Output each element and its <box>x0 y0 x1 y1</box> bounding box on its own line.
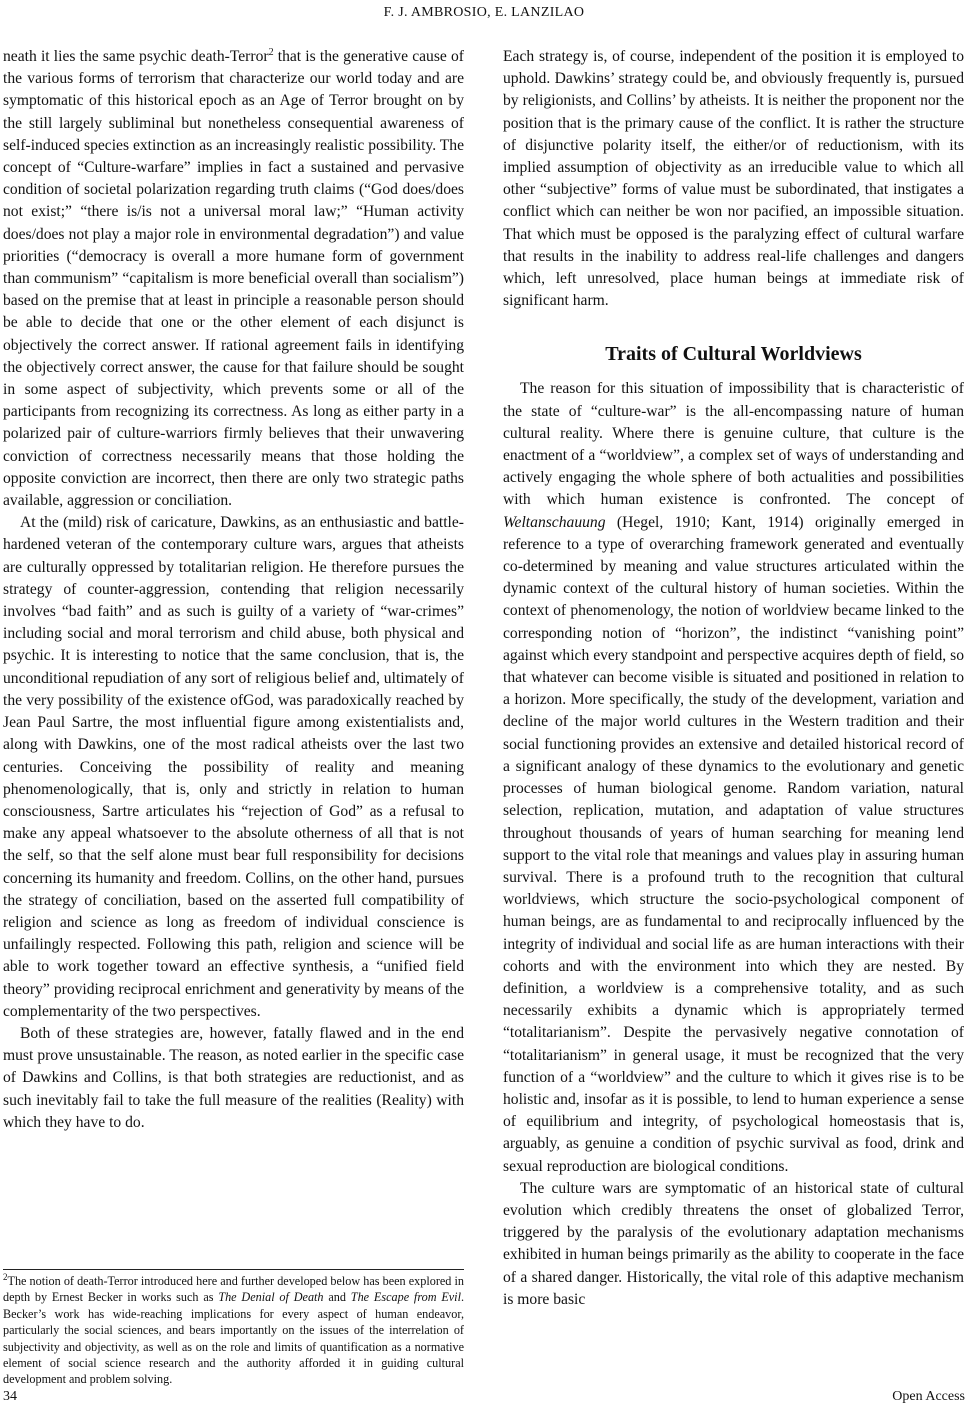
left-column <box>3 46 464 1134</box>
footnote-text: The notion of death-Terror introduced here and further developed below has been explored in depth by Ernest Becker in works such as <box>3 1274 464 1305</box>
section-heading: Traits of Cultural Worldviews <box>605 343 862 366</box>
footnote-reference[interactable]: 2 <box>268 46 274 58</box>
paragraph <box>3 46 464 512</box>
paragraph: The culture wars are symptomatic of an historical state of cultural evolution which credibly threatens the onset of globalized Terror, triggered by the paralysis of the evolutionary adaptation mechanisms exhibited in human beings primarily as the ability to cooperate in the face of a shared danger. Historically, the vital role of this adaptive mechanism is more basic <box>503 1179 964 1308</box>
book-title: The Denial of Death <box>218 1290 324 1305</box>
paragraph: Each strategy is, of course, independent of the position it is employed to uphold. Dawkins’ strategy could be, and obviously frequently is, pursued by religionists, and Collins’ by atheists. It is neither the proponent nor the position that is the primary cause of the conflict. It is rather the structure of disjunctive polarity itself, the either/or of reductionism, with its implied assumption of objectivity as an irreducible value to which all other “subjective” forms of value must be subordinated, that instigates a conflict which can neither be won nor pacified, an impossible situation. That which must be opposed is the paralyzing effect of cultural warfare that results in the inability to address real-life challenges and dangers which, left unresolved, place human beings at immediate risk of significant harm. <box>503 48 964 310</box>
paragraph-text: neath it lies the same psychic death-Terror <box>3 48 269 65</box>
open-access-label[interactable]: Open Access <box>892 1389 965 1404</box>
footnote-text: . Becker’s work has wide-reaching implications for every aspect of human endeavor, particularly the social sciences, and bears importantly on the issues of the interrelation of subjectivity and objectivity, as well as on the role and limits of quantification as a normative element of social science research and the authority afforded it in guiding cultural development and problem solving. <box>3 1290 465 1387</box>
footnote <box>3 1269 464 1388</box>
page-number: 34 <box>3 1389 17 1404</box>
paragraph: Both of these strategies are, however, fatally flawed and in the end must prove unsustainable. The reason, as noted earlier in the specific case of Dawkins and Collins, is that both strategies are reductionist, and as such inevitably fail to take the full measure of the realities (Reality) with which they have to do. <box>3 1024 464 1131</box>
right-column <box>503 46 964 1311</box>
paragraph <box>503 378 964 1177</box>
term: Weltanschauung <box>503 513 606 531</box>
paragraph-text: The reason for this situation of impossibility that is characteristic of the state of “culture-war” is the all-encompassing nature of human cultural reality. Where there is genuine culture, that culture is the enactment of a “worldview”, a complex set of ways of understanding and actively engaging the whole sphere of both actualities and possibilities with which human existence is confronted. The concept of <box>503 380 964 509</box>
footnote-mark: 2 <box>3 1271 8 1282</box>
book-title: The Escape from Evil <box>350 1290 461 1305</box>
footnote-rule <box>3 1269 464 1270</box>
footnote-text: and <box>323 1290 351 1305</box>
running-head: F. J. AMBROSIO, E. LANZILAO <box>383 5 585 20</box>
paragraph-text: (Hegel, 1910; Kant, 1914) originally emerged in reference to a type of overarching framework generated and eventually co-determined by meaning and value structures articulated within the dynamic context of the cultural history of human societies. Within the context of phenomenology, the notion of worldview became linked to the corresponding notion of “horizon”, the indistinct “vanishing point” against which every standpoint and perspective acquires depth of field, so that whatever can become visible is situated and positioned in relation to a horizon. More specifically, the study of the development, variation and decline of the major world cultures in the Western tradition and their social functioning provides an extensive and detailed historical record of a significant analogy of these dynamics to the evolutionary and genetic processes of human biological genome. Random variation, natural selection, replication, mutation, and adaptation of value structures throughout thousands of years of human searching for meaning lend support to the vital role that meanings and values play in assuring human survival. There is a profound truth to the recognition that cultural worldviews, which structure the socio-psychological component of human beings, are as fundamental to and reciprocally influenced by the integrity of individual and social life as are human interactions with their cohorts and with the environment into which they are nested. By definition, a worldview is a comprehensive totality, and as such necessarily exhibits a dynamic which is appropriately termed “totalitarianism”. Despite the pervasively negative connotation of “totalitarianism” in general usage, it must be recognized that the very function of a “worldview” and the culture to which it gives rise is to be holistic and, insofar as it is possible, to lend to human experience a sense of equilibrium and integrity, of psychological homeostasis that is, arguably, as genuine a condition of psychic survival as food, drink and sexual reproduction are biological conditions. <box>503 513 964 1175</box>
paragraph-text: that is the generative cause of the various forms of terrorism that characterize our world today and are symptomatic of this historical epoch as an Age of Terror brought on by the still largely subliminal but nonetheless consequential awareness of self-induced species extinction as an increasingly realistic possibility. The concept of “Culture-warfare” implies in fact a sustained and pervasive condition of societal polarization regarding truth claims (“God does/does not exist;” “there is/is not a universal moral law;” “Human activity does/does not play a major role in environmental degradation”) and value priorities (“democracy is overall a more humane form of government than communism” “capitalism is more beneficial overall than socialism”) based on the premise that at least in principle a reasonable person should be able to decide that one or the other element of each disjunct is objectively the correct answer. If rational agreement fails in identifying the objectively correct answer, the cause for that failure should be sought in some aspect of subjectivity, which prevents some or all of the participants from recognizing its correctness. As long as either party in a polarized pair of culture-warriors firmly believes that their unwavering conviction of correctness necessarily means that those holding the opposite conviction are incorrect, then there are only two strategic paths available, aggression or conciliation. <box>3 48 464 510</box>
paragraph: At the (mild) risk of caricature, Dawkins, as an enthusiastic and battle-hardened veteran of the contemporary culture wars, argues that atheists are culturally oppressed by totalitarian religion. He therefore pursues the strategy of counter-aggression, contending that religion necessarily involves “bad faith” and as such is guilty of a variety of “war-crimes” including social and moral terrorism and child abuse, both physical and psychic. It is interesting to notice that the same conclusion, that is, the unconditional repudiation of any sort of religious belief and, ultimately of the very possibility of the existence ofGod, was paradoxically reached by Jean Paul Sartre, the most influential figure among existentialists and, along with Dawkins, one of the most radical atheists over the last two centuries. Conceiving the possibility of reality and meaning phenomenologically, that is, only and strictly in relation to human consciousness, Sartre articulates his “rejection of God” as a refusal to make any appeal whatsoever to the absolute otherness of all that is not the self, so that the self alone must bear full responsibility for decisions concerning its humanity and freedom. Collins, on the other hand, pursues the strategy of conciliation, based on the asserted full compatibility of religion and science as long as freedom of individual conscience is unfailingly respected. Following this path, religion and science will be able to work together toward an effective synthesis, a “unified field theory” providing reciprocal enrichment and generativity by means of the complementarity of the two perspectives. <box>3 514 464 1020</box>
